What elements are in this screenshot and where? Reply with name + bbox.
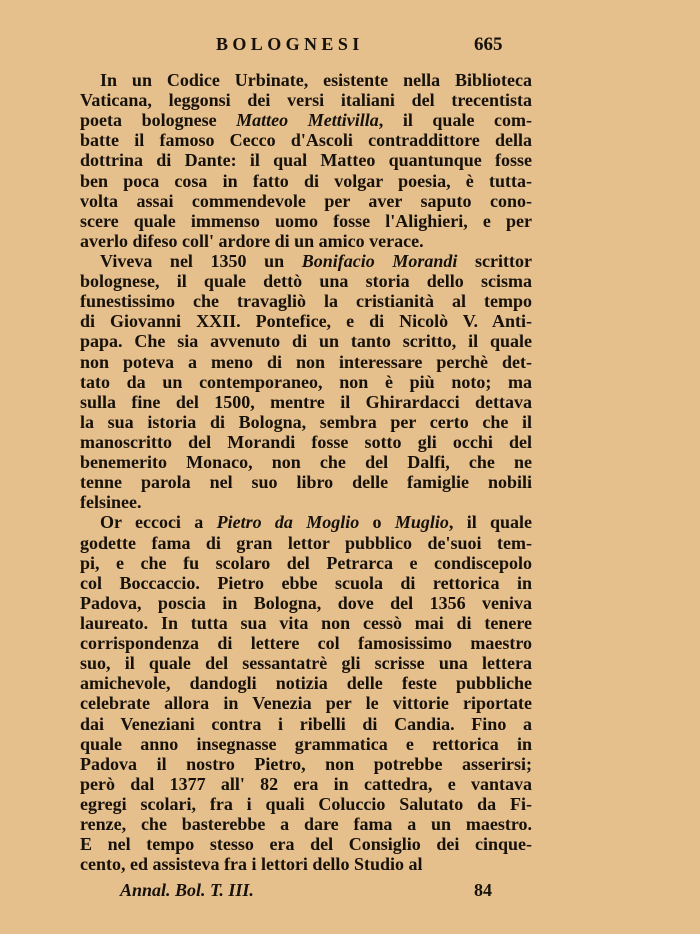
text-line <box>80 472 532 492</box>
text-line <box>80 653 532 673</box>
text-line <box>80 553 532 573</box>
text-run: quale anno insegnasse grammatica e rettorica in <box>80 733 532 754</box>
text-line <box>80 533 532 553</box>
paragraph <box>80 70 532 251</box>
text-run: tenne parola nel suo libro delle famiglie nobili <box>80 472 532 493</box>
page-footer <box>0 880 700 904</box>
text-run: col Boccaccio. Pietro ebbe scuola di rettorica in <box>80 572 532 593</box>
text-run: Vaticana, leggonsi dei versi italiani del trecentista <box>80 90 532 111</box>
text-line <box>80 673 532 693</box>
text-run: In un Codice Urbinate, esistente nella Biblioteca <box>100 70 532 90</box>
text-line <box>80 774 532 794</box>
text-run: non poteva a meno di non interessare perchè det- <box>80 351 532 372</box>
text-run: dai Veneziani contra i ribelli di Candia. Fino a <box>80 713 532 734</box>
text-run: celebrate allora in Venezia per le vittorie riportate <box>80 693 532 714</box>
text-line <box>80 271 532 291</box>
text-run: Viveva nel 1350 un <box>100 250 302 271</box>
paragraph <box>80 251 532 512</box>
signature-number: 84 <box>474 880 492 900</box>
text-run: bolognese, il quale dettò una storia dello scisma <box>80 271 532 292</box>
text-run: scere quale immenso uomo fosse l'Alighieri, e per <box>80 210 532 231</box>
text-run: manoscritto del Morandi fosse sotto gli occhi del <box>80 431 532 452</box>
text-run: poeta bolognese <box>80 110 237 131</box>
running-title: BOLOGNESI <box>216 34 364 54</box>
text-line <box>80 191 532 211</box>
text-run: felsinee. <box>80 492 142 513</box>
text-line <box>80 834 532 854</box>
text-run: ben poca cosa in fatto di volgar poesia, è tutta- <box>80 170 532 191</box>
text-line <box>80 512 532 532</box>
text-run: godette fama di gran lettor pubblico de'suoi tem- <box>80 532 532 553</box>
page-number: 665 <box>474 34 503 55</box>
text-run: sulla fine del 1500, mentre il Ghirardacci dettava <box>80 391 532 412</box>
text-line <box>80 754 532 774</box>
text-line <box>80 311 532 331</box>
text-run: E nel tempo stesso era del Consiglio dei cinque- <box>80 834 532 855</box>
text-line <box>80 633 532 653</box>
text-run: papa. Che sia avvenuto di un tanto scritto, il quale <box>80 331 532 352</box>
text-run: Padova il nostro Pietro, non potrebbe asserirsi; <box>80 753 532 774</box>
text-line <box>80 331 532 351</box>
text-run: pi, e che fu scolaro del Petrarca e condiscepolo <box>80 552 532 573</box>
text-run: corrispondenza di lettere col famosissimo maestro <box>80 633 532 654</box>
text-run: batte il famoso Cecco d'Ascoli contraddittore della <box>80 130 532 151</box>
text-line <box>80 693 532 713</box>
text-run: laureato. In tutta sua vita non cessò mai di tenere <box>80 612 532 633</box>
text-line <box>80 251 532 271</box>
text-run: funestissimo che travagliò la cristianità al tempo <box>80 291 532 312</box>
text-line <box>80 150 532 170</box>
text-run: dottrina di Dante: il qual Matteo quantunque fosse <box>80 150 532 171</box>
italic-name: Muglio <box>394 512 449 533</box>
text-line <box>80 211 532 231</box>
running-head <box>0 34 700 58</box>
text-line <box>80 392 532 412</box>
italic-name: Pietro da Moglio <box>216 512 360 533</box>
text-run: amichevole, dandogli notizia delle feste pubbliche <box>80 673 532 694</box>
italic-name: Matteo Mettivilla <box>236 110 379 131</box>
text-run: egregi scolari, fra i quali Coluccio Salutato da Fi- <box>80 793 532 814</box>
text-line <box>80 794 532 814</box>
text-run: la sua istoria di Bologna, sembra per certo che il <box>80 411 532 432</box>
text-line <box>80 814 532 834</box>
text-run: però dal 1377 all' 82 era in cattedra, e vantava <box>80 773 532 794</box>
text-line <box>80 854 532 874</box>
text-line <box>80 130 532 150</box>
text-line <box>80 714 532 734</box>
text-run: renze, che basterebbe a dare fama a un maestro. <box>80 814 532 835</box>
paragraph <box>80 512 532 874</box>
text-run: Padova, poscia in Bologna, dove del 1356 veniva <box>80 592 532 613</box>
text-line <box>80 573 532 593</box>
text-run: cento, ed assisteva fra i lettori dello Studio al <box>80 854 423 875</box>
text-line <box>80 452 532 472</box>
text-run: tato da un contemporaneo, non è più noto; ma <box>80 371 532 392</box>
text-line <box>80 734 532 754</box>
text-line <box>80 291 532 311</box>
text-run: Or eccoci a <box>100 512 217 533</box>
text-run: , il quale com- <box>378 110 532 131</box>
text-line <box>80 492 532 512</box>
text-line <box>80 110 532 130</box>
text-run: scrittor <box>457 250 532 271</box>
text-run: , il quale <box>448 512 532 533</box>
body-text <box>80 70 532 874</box>
text-run: di Giovanni XXII. Pontefice, e di Nicolò V. Anti- <box>80 311 532 332</box>
italic-name: Bonifacio Morandi <box>301 250 458 271</box>
text-line <box>80 432 532 452</box>
text-run: averlo difeso coll' ardore di un amico verace. <box>80 230 424 251</box>
text-run: volta assai commendevole per aver saputo cono- <box>80 190 532 211</box>
text-line <box>80 372 532 392</box>
text-run: suo, il quale del sessantatrè gli scrisse una lettera <box>80 653 532 674</box>
text-line <box>80 171 532 191</box>
text-line <box>80 231 532 251</box>
text-line <box>80 412 532 432</box>
text-line <box>80 70 532 90</box>
text-line <box>80 90 532 110</box>
text-line <box>80 593 532 613</box>
text-run: o <box>359 512 395 533</box>
text-line <box>80 613 532 633</box>
text-line <box>80 352 532 372</box>
text-run: benemerito Monaco, non che del Dalfi, che ne <box>80 452 532 473</box>
signature-mark: Annal. Bol. T. III. <box>120 880 254 900</box>
